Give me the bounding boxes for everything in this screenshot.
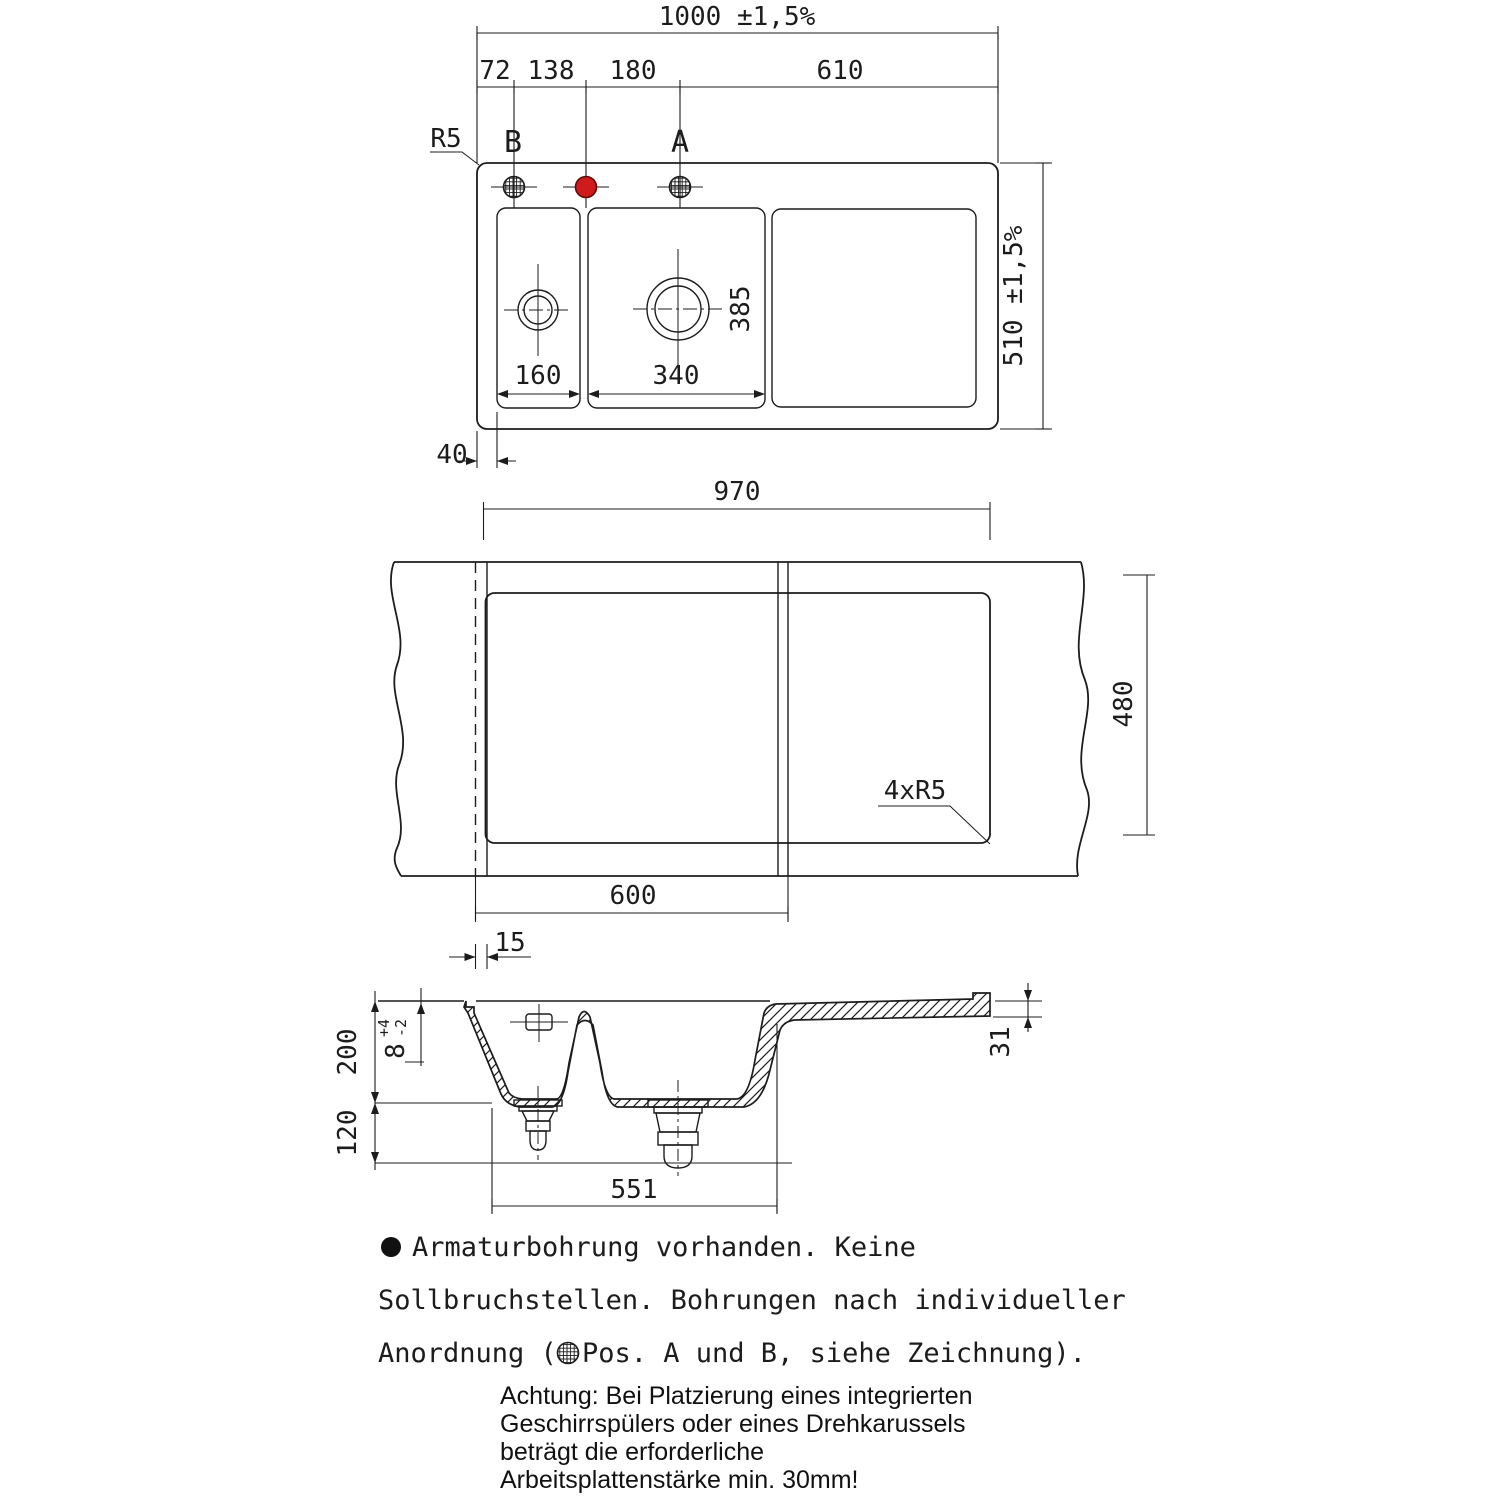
main-bowl-drain	[633, 249, 726, 370]
hatched-hole-icon	[558, 1343, 579, 1364]
warning-line-2: Geschirrspülers oder eines Drehkarussels	[500, 1410, 966, 1438]
tap-hole-a	[657, 177, 703, 198]
note-line-3b: Pos. A und B, siehe Zeichnung).	[582, 1338, 1086, 1369]
radius-label: R5	[430, 124, 462, 154]
dim-overall-width: 1000 ±1,5%	[658, 2, 816, 32]
small-drain-fitting	[514, 1086, 562, 1160]
corner-radius-label: 4xR5	[883, 776, 947, 806]
hole-b-label: B	[503, 125, 523, 160]
cutout-view	[391, 477, 1155, 969]
dim-under-depth: 120	[333, 1109, 363, 1157]
dim-gap: 15	[494, 928, 526, 958]
hole-a-label: A	[670, 125, 690, 160]
top-view	[430, 2, 1052, 470]
note-line-3a: Anordnung (	[378, 1338, 557, 1369]
dim-seg-610: 610	[816, 56, 864, 86]
dim-seg-180: 180	[609, 56, 657, 86]
warning-block	[500, 1382, 973, 1494]
dim-rim-tol-plus: +4	[375, 1018, 393, 1038]
sink-cross-section	[464, 993, 990, 1107]
warning-line-4: Arbeitsplattenstärke min. 30mm!	[500, 1466, 859, 1494]
dim-main-bowl: 340	[652, 361, 700, 391]
dim-seg-72: 72	[479, 56, 511, 86]
dim-cutout-height: 480	[1109, 680, 1139, 728]
note-line-2: Sollbruchstellen. Bohrungen nach individueller	[378, 1285, 1126, 1316]
warning-line-1: Achtung: Bei Platzierung eines integrierten	[500, 1382, 973, 1410]
dim-cabinet: 600	[609, 881, 657, 911]
tap-hole-b	[491, 177, 537, 198]
dim-overall-depth: 510 ±1,5%	[999, 225, 1029, 367]
drainer-area	[772, 209, 976, 407]
dim-bowl-depth: 385	[726, 285, 756, 333]
dim-edge-thickness: 31	[986, 1026, 1016, 1058]
dim-rim-height: 8	[381, 1043, 411, 1059]
dim-rim-tol-minus: -2	[392, 1018, 410, 1038]
dim-drain-span: 551	[610, 1175, 658, 1205]
countertop-break-right	[1077, 562, 1089, 876]
dim-cutout-width: 970	[713, 477, 761, 507]
small-bowl-drain	[504, 264, 572, 356]
countertop-break-left	[391, 562, 403, 876]
section-view	[333, 983, 1042, 1214]
dim-seg-138: 138	[527, 56, 575, 86]
dim-left-offset: 40	[436, 440, 468, 470]
tap-hole-center-red	[563, 177, 609, 198]
warning-line-3: beträgt die erforderliche	[500, 1438, 765, 1466]
notes-block	[378, 1232, 1126, 1369]
note-line-1: Armaturbohrung vorhanden. Keine	[412, 1232, 916, 1263]
faucet-hole-section	[510, 1004, 568, 1042]
bullet-icon	[381, 1237, 401, 1257]
main-drain-fitting	[648, 1080, 708, 1176]
dim-total-depth: 200	[333, 1028, 363, 1076]
dim-small-bowl: 160	[514, 361, 562, 391]
